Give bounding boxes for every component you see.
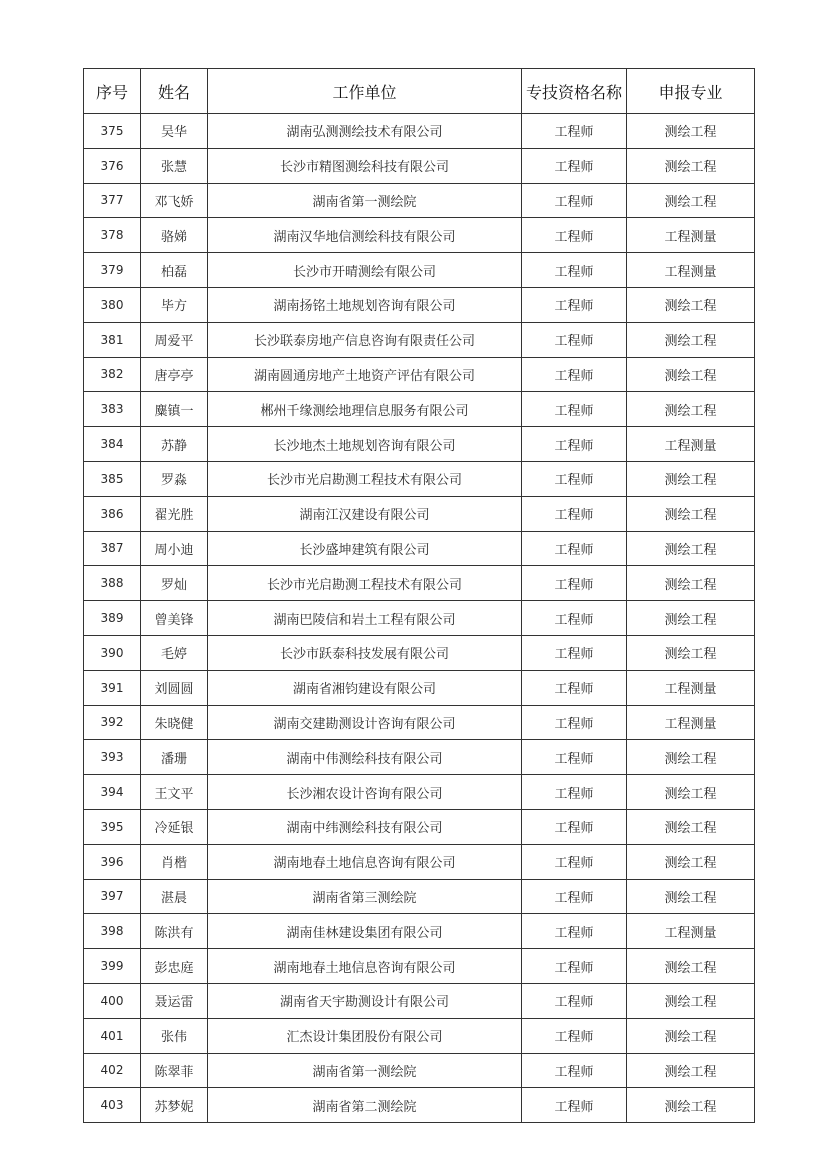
table-row: [84, 914, 755, 949]
cell-name: 柏磊: [141, 253, 208, 288]
cell-name: 邓飞娇: [141, 183, 208, 218]
cell-workplace: 湖南地春土地信息咨询有限公司: [208, 949, 522, 984]
cell-specialty: 测绘工程: [627, 566, 755, 601]
cell-workplace: 湖南地春土地信息咨询有限公司: [208, 844, 522, 879]
cell-serial: 403: [84, 1088, 141, 1123]
cell-serial: 382: [84, 357, 141, 392]
table-row: [84, 1053, 755, 1088]
table-body: [84, 114, 755, 1123]
cell-qualification: 工程师: [522, 1018, 627, 1053]
cell-name: 毕方: [141, 287, 208, 322]
cell-serial: 380: [84, 287, 141, 322]
cell-qualification: 工程师: [522, 392, 627, 427]
cell-specialty: 测绘工程: [627, 809, 755, 844]
cell-workplace: 湖南省第二测绘院: [208, 1088, 522, 1123]
cell-qualification: 工程师: [522, 183, 627, 218]
cell-serial: 401: [84, 1018, 141, 1053]
cell-specialty: 测绘工程: [627, 983, 755, 1018]
cell-specialty: 测绘工程: [627, 114, 755, 149]
cell-specialty: 工程测量: [627, 914, 755, 949]
cell-specialty: 测绘工程: [627, 775, 755, 810]
cell-qualification: 工程师: [522, 740, 627, 775]
cell-serial: 385: [84, 461, 141, 496]
cell-workplace: 长沙市精图测绘科技有限公司: [208, 148, 522, 183]
cell-serial: 376: [84, 148, 141, 183]
table-row: [84, 148, 755, 183]
cell-name: 陈洪有: [141, 914, 208, 949]
cell-specialty: 测绘工程: [627, 601, 755, 636]
cell-workplace: 湖南省第一测绘院: [208, 1053, 522, 1088]
header-specialty: 申报专业: [627, 69, 755, 114]
table-row: [84, 601, 755, 636]
cell-workplace: 长沙联泰房地产信息咨询有限责任公司: [208, 322, 522, 357]
cell-specialty: 测绘工程: [627, 949, 755, 984]
cell-qualification: 工程师: [522, 775, 627, 810]
table-row: [84, 357, 755, 392]
cell-serial: 384: [84, 427, 141, 462]
cell-specialty: 测绘工程: [627, 879, 755, 914]
cell-qualification: 工程师: [522, 601, 627, 636]
cell-workplace: 长沙地杰土地规划咨询有限公司: [208, 427, 522, 462]
table-row: [84, 844, 755, 879]
cell-qualification: 工程师: [522, 287, 627, 322]
cell-workplace: 湖南巴陵信和岩土工程有限公司: [208, 601, 522, 636]
cell-specialty: 测绘工程: [627, 1018, 755, 1053]
cell-specialty: 测绘工程: [627, 1088, 755, 1123]
table-row: [84, 427, 755, 462]
cell-serial: 393: [84, 740, 141, 775]
cell-qualification: 工程师: [522, 253, 627, 288]
cell-workplace: 湖南省湘钧建设有限公司: [208, 670, 522, 705]
table-row: [84, 949, 755, 984]
table-row: [84, 983, 755, 1018]
cell-serial: 392: [84, 705, 141, 740]
cell-qualification: 工程师: [522, 114, 627, 149]
cell-workplace: 湖南中伟测绘科技有限公司: [208, 740, 522, 775]
cell-serial: 395: [84, 809, 141, 844]
cell-name: 刘圆圆: [141, 670, 208, 705]
cell-name: 湛晨: [141, 879, 208, 914]
cell-qualification: 工程师: [522, 949, 627, 984]
cell-name: 罗淼: [141, 461, 208, 496]
table-row: [84, 809, 755, 844]
cell-name: 肖楷: [141, 844, 208, 879]
cell-serial: 381: [84, 322, 141, 357]
cell-qualification: 工程师: [522, 879, 627, 914]
cell-qualification: 工程师: [522, 670, 627, 705]
header-qualification: 专技资格名称: [522, 69, 627, 114]
cell-workplace: 湖南扬铭土地规划咨询有限公司: [208, 287, 522, 322]
cell-serial: 399: [84, 949, 141, 984]
table-row: [84, 287, 755, 322]
cell-serial: 378: [84, 218, 141, 253]
cell-name: 冷延银: [141, 809, 208, 844]
cell-workplace: 长沙市开晴测绘有限公司: [208, 253, 522, 288]
cell-workplace: 湖南省第一测绘院: [208, 183, 522, 218]
cell-qualification: 工程师: [522, 427, 627, 462]
cell-workplace: 湖南佳林建设集团有限公司: [208, 914, 522, 949]
cell-name: 曾美锋: [141, 601, 208, 636]
cell-specialty: 测绘工程: [627, 183, 755, 218]
cell-serial: 377: [84, 183, 141, 218]
cell-qualification: 工程师: [522, 496, 627, 531]
cell-workplace: 湖南中纬测绘科技有限公司: [208, 809, 522, 844]
cell-specialty: 测绘工程: [627, 461, 755, 496]
cell-specialty: 工程测量: [627, 218, 755, 253]
cell-serial: 386: [84, 496, 141, 531]
cell-workplace: 长沙盛坤建筑有限公司: [208, 531, 522, 566]
cell-serial: 396: [84, 844, 141, 879]
cell-name: 张伟: [141, 1018, 208, 1053]
table-row: [84, 322, 755, 357]
cell-specialty: 测绘工程: [627, 357, 755, 392]
cell-name: 吴华: [141, 114, 208, 149]
cell-serial: 383: [84, 392, 141, 427]
cell-serial: 400: [84, 983, 141, 1018]
cell-qualification: 工程师: [522, 1053, 627, 1088]
table-row: [84, 461, 755, 496]
cell-qualification: 工程师: [522, 148, 627, 183]
table-row: [84, 635, 755, 670]
cell-specialty: 工程测量: [627, 705, 755, 740]
header-serial: 序号: [84, 69, 141, 114]
cell-specialty: 测绘工程: [627, 635, 755, 670]
cell-serial: 402: [84, 1053, 141, 1088]
cell-specialty: 测绘工程: [627, 392, 755, 427]
cell-specialty: 测绘工程: [627, 844, 755, 879]
table-row: [84, 1018, 755, 1053]
cell-serial: 390: [84, 635, 141, 670]
cell-name: 朱晓健: [141, 705, 208, 740]
cell-workplace: 长沙市光启勘测工程技术有限公司: [208, 461, 522, 496]
table-row: [84, 392, 755, 427]
cell-workplace: 长沙市跃泰科技发展有限公司: [208, 635, 522, 670]
table-row: [84, 566, 755, 601]
cell-qualification: 工程师: [522, 357, 627, 392]
cell-workplace: 湖南弘测测绘技术有限公司: [208, 114, 522, 149]
cell-workplace: 长沙市光启勘测工程技术有限公司: [208, 566, 522, 601]
cell-workplace: 长沙湘农设计咨询有限公司: [208, 775, 522, 810]
cell-name: 周小迪: [141, 531, 208, 566]
cell-name: 麋镇一: [141, 392, 208, 427]
table-row: [84, 670, 755, 705]
cell-qualification: 工程师: [522, 566, 627, 601]
cell-name: 苏梦妮: [141, 1088, 208, 1123]
cell-serial: 387: [84, 531, 141, 566]
cell-workplace: 湖南汉华地信测绘科技有限公司: [208, 218, 522, 253]
cell-serial: 394: [84, 775, 141, 810]
table-row: [84, 253, 755, 288]
cell-name: 聂运雷: [141, 983, 208, 1018]
cell-name: 骆娣: [141, 218, 208, 253]
cell-specialty: 测绘工程: [627, 740, 755, 775]
cell-serial: 375: [84, 114, 141, 149]
table-row: [84, 1088, 755, 1123]
cell-qualification: 工程师: [522, 983, 627, 1018]
cell-name: 苏静: [141, 427, 208, 462]
cell-workplace: 汇杰设计集团股份有限公司: [208, 1018, 522, 1053]
table-row: [84, 218, 755, 253]
cell-qualification: 工程师: [522, 322, 627, 357]
cell-name: 罗灿: [141, 566, 208, 601]
cell-serial: 398: [84, 914, 141, 949]
cell-name: 彭忠庭: [141, 949, 208, 984]
cell-serial: 388: [84, 566, 141, 601]
cell-workplace: 湖南江汉建设有限公司: [208, 496, 522, 531]
header-workplace: 工作单位: [208, 69, 522, 114]
cell-workplace: 湖南圆通房地产土地资产评估有限公司: [208, 357, 522, 392]
cell-serial: 397: [84, 879, 141, 914]
cell-name: 翟光胜: [141, 496, 208, 531]
table-row: [84, 531, 755, 566]
header-row: [84, 69, 755, 114]
table-row: [84, 775, 755, 810]
cell-name: 王文平: [141, 775, 208, 810]
cell-serial: 379: [84, 253, 141, 288]
cell-qualification: 工程师: [522, 218, 627, 253]
applicant-table: [83, 68, 755, 1123]
cell-specialty: 工程测量: [627, 253, 755, 288]
cell-name: 张慧: [141, 148, 208, 183]
cell-specialty: 工程测量: [627, 427, 755, 462]
table-row: [84, 879, 755, 914]
cell-specialty: 测绘工程: [627, 287, 755, 322]
cell-workplace: 湖南省天宇勘测设计有限公司: [208, 983, 522, 1018]
table-row: [84, 496, 755, 531]
cell-specialty: 测绘工程: [627, 1053, 755, 1088]
cell-qualification: 工程师: [522, 844, 627, 879]
cell-qualification: 工程师: [522, 914, 627, 949]
cell-specialty: 工程测量: [627, 670, 755, 705]
cell-name: 唐亭亭: [141, 357, 208, 392]
cell-specialty: 测绘工程: [627, 322, 755, 357]
table-row: [84, 183, 755, 218]
table-row: [84, 740, 755, 775]
cell-qualification: 工程师: [522, 809, 627, 844]
cell-qualification: 工程师: [522, 531, 627, 566]
cell-name: 陈翠菲: [141, 1053, 208, 1088]
cell-qualification: 工程师: [522, 461, 627, 496]
cell-qualification: 工程师: [522, 705, 627, 740]
cell-name: 毛婷: [141, 635, 208, 670]
header-name: 姓名: [141, 69, 208, 114]
cell-serial: 391: [84, 670, 141, 705]
table-row: [84, 114, 755, 149]
cell-name: 周爱平: [141, 322, 208, 357]
cell-workplace: 湖南交建勘测设计咨询有限公司: [208, 705, 522, 740]
cell-name: 潘珊: [141, 740, 208, 775]
cell-workplace: 湖南省第三测绘院: [208, 879, 522, 914]
cell-specialty: 测绘工程: [627, 531, 755, 566]
cell-specialty: 测绘工程: [627, 148, 755, 183]
table-row: [84, 705, 755, 740]
cell-workplace: 郴州千缘测绘地理信息服务有限公司: [208, 392, 522, 427]
cell-qualification: 工程师: [522, 635, 627, 670]
cell-specialty: 测绘工程: [627, 496, 755, 531]
cell-qualification: 工程师: [522, 1088, 627, 1123]
cell-serial: 389: [84, 601, 141, 636]
